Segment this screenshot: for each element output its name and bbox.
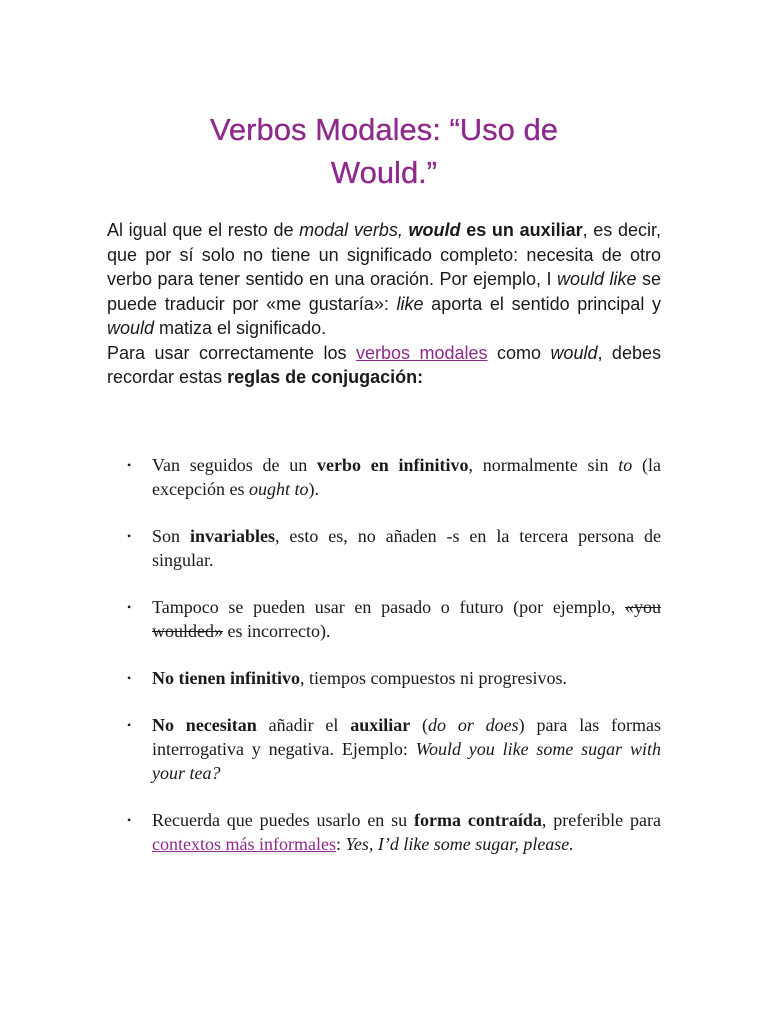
conjugation-rules-list [127, 453, 661, 879]
intro-section [107, 218, 661, 390]
verbos-modales-link[interactable]: verbos modales [355, 342, 488, 363]
intro-paragraph-1: Al igual que el resto de modal verbs, would es un auxiliar, es decir, que por sí solo no tiene un significado completo: necesita de otro verbo para tener sentido en una oración. Por ejemplo, I would like se puede traducir por «me gustaría»: like aporta el sentido principal y would matiza el significado. [107, 220, 661, 338]
bullet-icon: • [127, 600, 132, 614]
bullet-icon: • [127, 458, 132, 472]
title-line-2: Would.” [330, 155, 438, 190]
list-item: • No necesitan añadir el auxiliar (do or does) para las formas interrogativa y negativa. Ejemplo: Would you like some sugar with your tea? [127, 715, 662, 783]
page-title [107, 108, 661, 194]
list-item: • Tampoco se pueden usar en pasado o futuro (por ejemplo, «you woulded» es incorrecto). [127, 597, 661, 641]
list-item: • Son invariables, esto es, no añaden -s en la tercera persona de singular. [127, 526, 661, 570]
bullet-icon: • [127, 671, 132, 685]
list-item: • Van seguidos de un verbo en infinitivo, normalmente sin to (la excepción es ought to). [127, 455, 662, 499]
bullet-icon: • [127, 718, 132, 732]
list-item: • No tienen infinitivo, tiempos compuestos ni progresivos. [127, 668, 567, 688]
bullet-icon: • [127, 813, 132, 827]
intro-paragraph-2: Para usar correctamente los verbos modales como would, debes recordar estas reglas de conjugación: [107, 342, 661, 387]
list-item: • Recuerda que puedes usarlo en su forma contraída, preferible para contextos más informales: Yes, I’d like some sugar, please. [127, 810, 661, 854]
strikethrough-example: «you woulded» [152, 597, 661, 641]
title-line-1: Verbos Modales: “Uso de [209, 112, 559, 147]
contextos-informales-link[interactable]: contextos más informales [152, 834, 336, 854]
bullet-icon: • [127, 529, 132, 543]
